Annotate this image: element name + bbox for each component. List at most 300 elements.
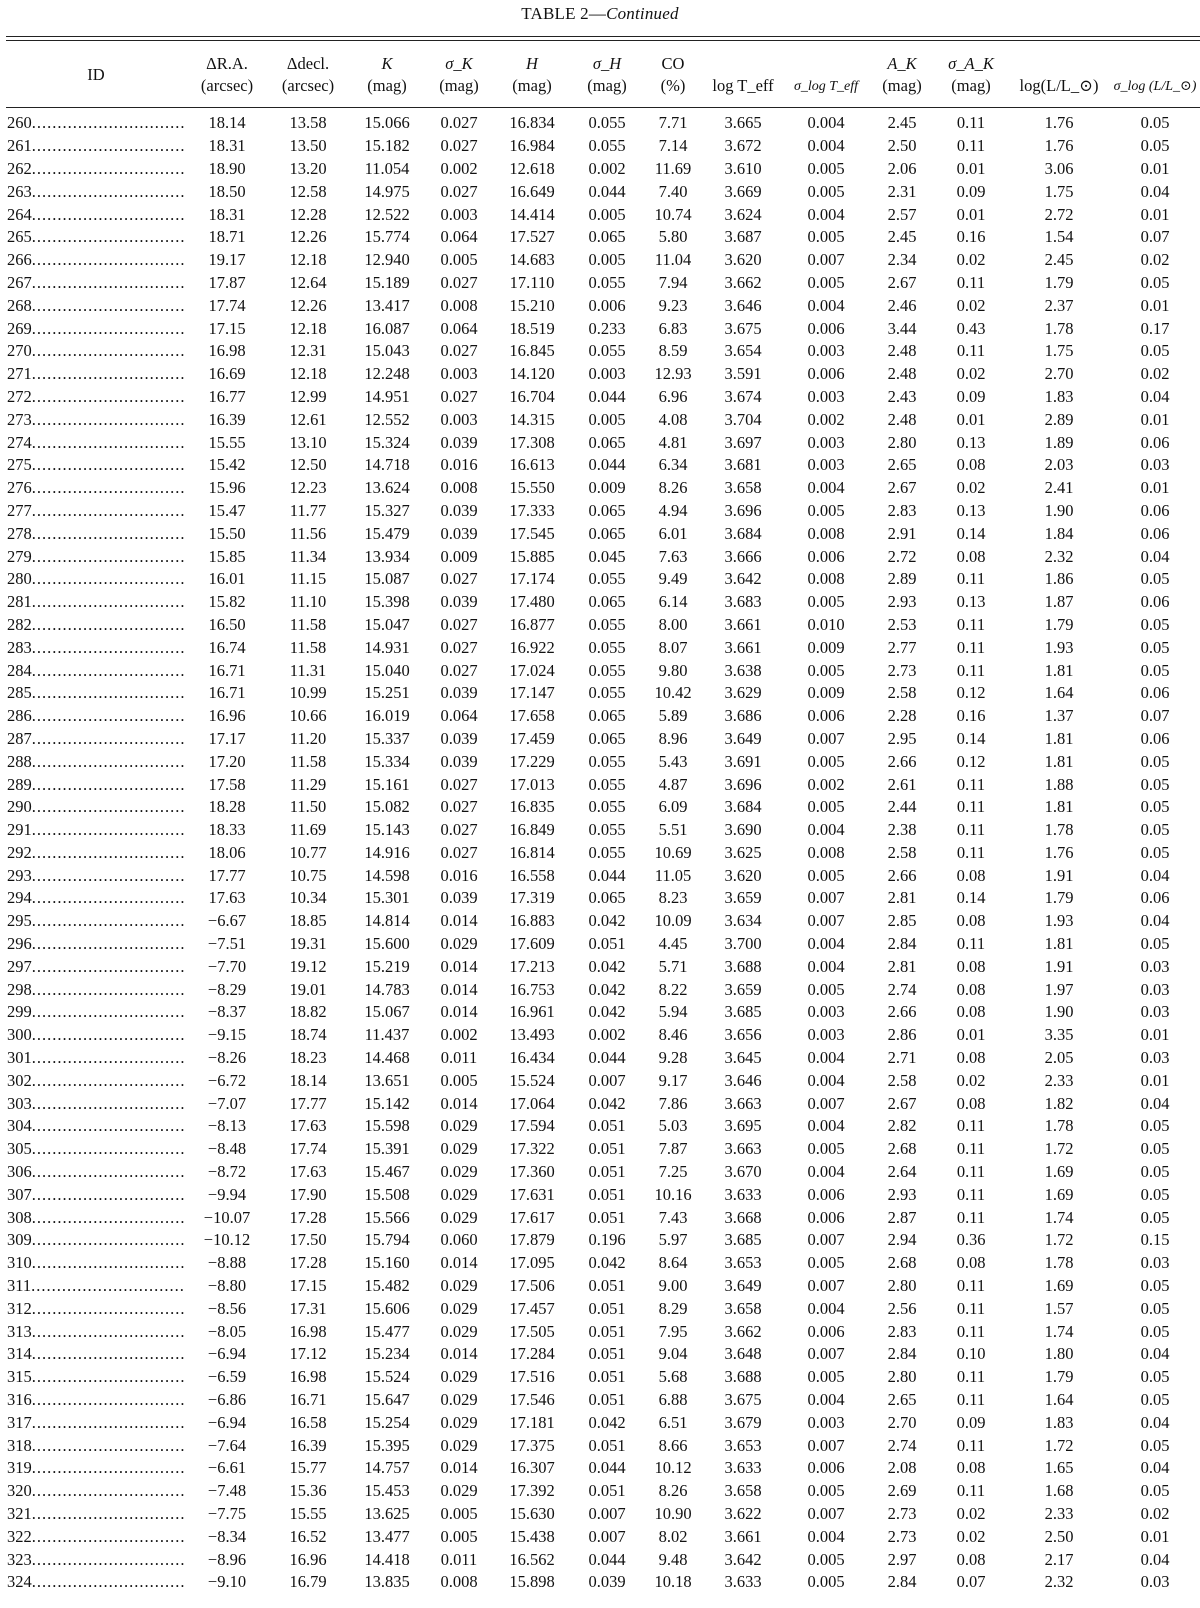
- cell-sigma-log-teff: 0.008: [807, 842, 845, 862]
- row-id: 274 .....: [7, 433, 185, 453]
- cell-k: 13.417: [364, 295, 410, 315]
- cell-k: 11.437: [364, 1025, 410, 1045]
- cell-h: 16.961: [509, 1002, 555, 1022]
- cell-log-teff: 3.624: [724, 204, 762, 224]
- cell-log-teff: 3.620: [724, 865, 762, 885]
- cell-sigma-log-teff: 0.005: [807, 660, 845, 680]
- cell-h: 17.457: [509, 1298, 555, 1318]
- cell-ak: 2.67: [887, 272, 917, 292]
- cell-sigma-ak: 0.11: [956, 660, 986, 680]
- cell-id: [6, 591, 186, 614]
- cell-ak: 2.67: [887, 478, 917, 498]
- cell-sigma-log-teff: 0.005: [807, 1549, 845, 1569]
- cell-co: 4.08: [658, 409, 688, 429]
- cell-sigma-k: 0.027: [440, 774, 478, 794]
- cell-ak: 2.66: [887, 1002, 917, 1022]
- cell-co: 9.49: [658, 569, 688, 589]
- cell-sigma-k: 0.029: [440, 1139, 478, 1159]
- cell-ddecl: 12.18: [289, 364, 327, 384]
- cell-ak: 2.85: [887, 911, 917, 931]
- table-row: [6, 272, 1200, 295]
- cell-co: 5.89: [658, 706, 688, 726]
- cell-sigma-log-teff: 0.009: [807, 637, 845, 657]
- cell-ddecl: 18.23: [289, 1048, 327, 1068]
- cell-sigma-ak: 0.08: [956, 1048, 986, 1068]
- cell-sigma-log-l: 0.06: [1140, 592, 1170, 612]
- table-row: [6, 568, 1200, 591]
- cell-sigma-h: 0.002: [588, 158, 626, 178]
- cell-log-teff: 3.646: [724, 295, 762, 315]
- cell-co: 8.66: [658, 1435, 688, 1455]
- cell-k: 15.254: [364, 1412, 410, 1432]
- cell-sigma-ak: 0.14: [956, 728, 986, 748]
- cell-sigma-log-l: 0.05: [1140, 1390, 1170, 1410]
- cell-log-teff: 3.622: [724, 1504, 762, 1523]
- cell-log-l: 2.03: [1044, 455, 1074, 475]
- cell-sigma-log-teff: 0.004: [807, 295, 845, 315]
- cell-dra: −6.67: [207, 911, 247, 931]
- cell-id: [6, 1115, 186, 1138]
- cell-ddecl: 16.58: [289, 1412, 327, 1432]
- cell-ak: 2.81: [887, 956, 917, 976]
- cell-sigma-k: 0.005: [440, 250, 478, 270]
- cell-log-l: 1.37: [1044, 706, 1074, 726]
- cell-dra: −7.70: [207, 956, 247, 976]
- cell-sigma-log-l: 0.06: [1140, 728, 1170, 748]
- cell-id: [6, 1024, 186, 1047]
- cell-sigma-ak: 0.08: [956, 455, 986, 475]
- cell-sigma-ak: 0.11: [956, 136, 986, 156]
- cell-sigma-log-l: 0.05: [1140, 1116, 1170, 1136]
- cell-co: 9.00: [658, 1276, 688, 1296]
- cell-sigma-log-l: 0.07: [1140, 706, 1170, 726]
- cell-dra: −10.12: [203, 1230, 251, 1250]
- cell-ak: 2.28: [887, 706, 917, 726]
- cell-sigma-k: 0.039: [440, 523, 478, 543]
- cell-log-teff: 3.649: [724, 1276, 762, 1296]
- cell-log-l: 2.45: [1044, 250, 1074, 270]
- cell-log-l: 1.69: [1044, 1184, 1074, 1204]
- cell-sigma-log-teff: 0.003: [807, 455, 845, 475]
- cell-sigma-log-teff: 0.004: [807, 820, 845, 840]
- cell-dra: 16.50: [208, 614, 246, 634]
- cell-sigma-k: 0.014: [440, 1458, 478, 1478]
- cell-k: 11.054: [364, 158, 410, 178]
- cell-log-l: 3.35: [1044, 1025, 1074, 1045]
- cell-ak: 2.86: [887, 1025, 917, 1045]
- table-row: [6, 1320, 1200, 1343]
- cell-ak: 2.68: [887, 1253, 917, 1273]
- cell-log-teff: 3.704: [724, 409, 762, 429]
- cell-sigma-ak: 0.11: [956, 1276, 986, 1296]
- cell-log-l: 1.57: [1044, 1298, 1074, 1318]
- cell-sigma-log-l: 0.03: [1140, 1002, 1170, 1022]
- cell-co: 8.02: [658, 1526, 688, 1546]
- cell-log-l: 1.80: [1044, 1344, 1074, 1364]
- cell-h: 17.546: [509, 1390, 555, 1410]
- cell-h: 18.519: [509, 318, 555, 338]
- cell-sigma-log-teff: 0.005: [807, 979, 845, 999]
- cell-ak: 2.46: [887, 295, 917, 315]
- cell-log-l: 1.78: [1044, 1116, 1074, 1136]
- cell-log-teff: 3.688: [724, 1367, 762, 1387]
- cell-sigma-log-l: 0.05: [1140, 1321, 1170, 1341]
- cell-id: [6, 750, 186, 773]
- cell-h: 17.322: [509, 1139, 555, 1159]
- cell-sigma-ak: 0.08: [956, 1093, 986, 1113]
- cell-k: 15.234: [364, 1344, 410, 1364]
- cell-sigma-log-teff: 0.003: [807, 1412, 845, 1432]
- cell-sigma-ak: 0.11: [956, 774, 986, 794]
- table-row: [6, 1138, 1200, 1161]
- cell-log-teff: 3.661: [724, 1526, 762, 1546]
- cell-log-teff: 3.663: [724, 1139, 762, 1159]
- cell-co: 8.22: [658, 979, 688, 999]
- cell-ak: 2.58: [887, 842, 917, 862]
- cell-sigma-log-teff: 0.004: [807, 478, 845, 498]
- row-id: 289 .....: [7, 775, 185, 795]
- row-id: 313 .....: [7, 1322, 185, 1342]
- cell-co: 8.59: [658, 341, 688, 361]
- row-id: 263 .....: [7, 182, 185, 202]
- row-id: 305 .....: [7, 1139, 185, 1159]
- cell-ak: 2.48: [887, 341, 917, 361]
- row-id: 273 .....: [7, 410, 185, 430]
- cell-h: 15.524: [509, 1070, 555, 1090]
- cell-log-l: 1.81: [1044, 751, 1074, 771]
- cell-log-teff: 3.665: [724, 113, 762, 133]
- cell-sigma-h: 0.055: [588, 272, 626, 292]
- cell-log-teff: 3.642: [724, 1549, 762, 1569]
- row-id: 277 .....: [7, 501, 185, 521]
- cell-sigma-ak: 0.13: [956, 500, 986, 520]
- cell-log-l: 1.64: [1044, 683, 1074, 703]
- cell-sigma-h: 0.044: [588, 1458, 626, 1478]
- row-id: 291 .....: [7, 820, 185, 840]
- cell-log-teff: 3.688: [724, 956, 762, 976]
- cell-sigma-k: 0.039: [440, 592, 478, 612]
- cell-sigma-log-teff: 0.002: [807, 774, 845, 794]
- cell-sigma-k: 0.027: [440, 637, 478, 657]
- cell-log-teff: 3.661: [724, 614, 762, 634]
- cell-sigma-k: 0.011: [440, 1549, 478, 1569]
- cell-log-l: 2.05: [1044, 1048, 1074, 1068]
- cell-sigma-ak: 0.08: [956, 1458, 986, 1478]
- cell-sigma-log-l: 0.04: [1140, 865, 1170, 885]
- row-id: 298 .....: [7, 980, 185, 1000]
- cell-co: 6.09: [658, 797, 688, 817]
- cell-sigma-log-teff: 0.007: [807, 1435, 845, 1455]
- cell-sigma-h: 0.051: [588, 1367, 626, 1387]
- cell-log-l: 1.86: [1044, 569, 1074, 589]
- cell-log-l: 3.06: [1044, 158, 1074, 178]
- cell-log-teff: 3.696: [724, 500, 762, 520]
- cell-sigma-log-l: 0.05: [1140, 1184, 1170, 1204]
- cell-k: 14.916: [364, 842, 410, 862]
- cell-sigma-log-l: 0.05: [1140, 842, 1170, 862]
- table-row: [6, 1001, 1200, 1024]
- row-id: 314 .....: [7, 1344, 185, 1364]
- cell-ddecl: 12.31: [289, 341, 327, 361]
- cell-sigma-log-teff: 0.006: [807, 546, 845, 566]
- row-id: 292 .....: [7, 843, 185, 863]
- cell-h: 16.883: [509, 911, 555, 931]
- cell-h: 17.617: [509, 1207, 555, 1227]
- cell-ak: 2.84: [887, 934, 917, 954]
- table-row: [6, 454, 1200, 477]
- cell-log-teff: 3.697: [724, 432, 762, 452]
- cell-h: 17.516: [509, 1367, 555, 1387]
- cell-ak: 2.71: [887, 1048, 917, 1068]
- cell-ak: 2.45: [887, 227, 917, 247]
- cell-sigma-h: 0.005: [588, 250, 626, 270]
- cell-id: [6, 1548, 186, 1571]
- header-sigma-h: σ_H (mag): [587, 53, 627, 95]
- row-id: 265 .....: [7, 227, 185, 247]
- header-sigma-log-teff: σ_log T_eff: [793, 78, 859, 94]
- cell-k: 15.047: [364, 614, 410, 634]
- cell-k: 15.606: [364, 1298, 410, 1318]
- cell-sigma-log-teff: 0.006: [807, 364, 845, 384]
- table-row: [6, 864, 1200, 887]
- cell-id: [6, 1229, 186, 1252]
- cell-sigma-ak: 0.02: [956, 1504, 986, 1523]
- cell-sigma-h: 0.002: [588, 1025, 626, 1045]
- cell-id: [6, 522, 186, 545]
- cell-k: 14.951: [364, 386, 410, 406]
- cell-co: 10.12: [654, 1458, 692, 1478]
- cell-sigma-ak: 0.09: [956, 181, 986, 201]
- cell-log-l: 2.37: [1044, 295, 1074, 315]
- cell-ddecl: 13.10: [289, 432, 327, 452]
- cell-ddecl: 19.01: [289, 979, 327, 999]
- cell-ak: 2.74: [887, 979, 917, 999]
- cell-sigma-log-teff: 0.003: [807, 341, 845, 361]
- cell-sigma-log-l: 0.04: [1140, 546, 1170, 566]
- cell-sigma-ak: 0.11: [956, 797, 986, 817]
- cell-dra: −6.61: [207, 1458, 247, 1478]
- cell-k: 15.301: [364, 888, 410, 908]
- cell-sigma-log-teff: 0.009: [807, 683, 845, 703]
- cell-k: 13.625: [364, 1504, 410, 1523]
- cell-sigma-h: 0.065: [588, 523, 626, 543]
- cell-sigma-log-l: 0.05: [1140, 1207, 1170, 1227]
- cell-h: 17.319: [509, 888, 555, 908]
- cell-dra: −8.72: [207, 1162, 247, 1182]
- header-log-teff: log T_eff: [712, 75, 774, 95]
- cell-ddecl: 11.69: [289, 820, 327, 840]
- cell-h: 17.213: [509, 956, 555, 976]
- cell-sigma-k: 0.003: [440, 409, 478, 429]
- cell-co: 4.81: [658, 432, 688, 452]
- cell-log-teff: 3.662: [724, 1321, 762, 1341]
- cell-sigma-h: 0.044: [588, 181, 626, 201]
- cell-ddecl: 17.77: [289, 1093, 327, 1113]
- cell-h: 17.064: [509, 1093, 555, 1113]
- cell-dra: 16.69: [208, 364, 246, 384]
- cell-dra: −8.96: [207, 1549, 247, 1569]
- row-id: 270 .....: [7, 341, 185, 361]
- table-row: [6, 386, 1200, 409]
- row-id: 302 .....: [7, 1071, 185, 1091]
- row-id: 276 .....: [7, 478, 185, 498]
- cell-ak: 2.44: [887, 797, 917, 817]
- cell-k: 15.398: [364, 592, 410, 612]
- cell-log-teff: 3.700: [724, 934, 762, 954]
- cell-sigma-ak: 0.02: [956, 250, 986, 270]
- cell-id: [6, 180, 186, 203]
- table-row: [6, 1503, 1200, 1526]
- cell-sigma-k: 0.008: [440, 1572, 478, 1592]
- cell-log-l: 2.89: [1044, 409, 1074, 429]
- table-row: [6, 249, 1200, 272]
- cell-sigma-ak: 0.11: [956, 272, 986, 292]
- cell-ddecl: 12.18: [289, 250, 327, 270]
- cell-sigma-h: 0.051: [588, 1321, 626, 1341]
- header-h: H (mag): [512, 53, 552, 95]
- cell-sigma-ak: 0.11: [956, 1298, 986, 1318]
- cell-sigma-k: 0.029: [440, 1412, 478, 1432]
- cell-sigma-k: 0.005: [440, 1526, 478, 1546]
- cell-ak: 2.56: [887, 1298, 917, 1318]
- cell-ddecl: 16.71: [289, 1390, 327, 1410]
- cell-id: [6, 294, 186, 317]
- cell-h: 15.630: [509, 1504, 555, 1523]
- cell-sigma-ak: 0.10: [956, 1344, 986, 1364]
- cell-sigma-h: 0.042: [588, 1253, 626, 1273]
- cell-sigma-ak: 0.02: [956, 1526, 986, 1546]
- table-row: [6, 431, 1200, 454]
- cell-dra: 15.42: [208, 455, 246, 475]
- cell-co: 10.18: [654, 1572, 692, 1592]
- cell-sigma-log-l: 0.06: [1140, 500, 1170, 520]
- cell-log-l: 1.78: [1044, 318, 1074, 338]
- cell-log-teff: 3.659: [724, 888, 762, 908]
- cell-sigma-log-l: 0.05: [1140, 1481, 1170, 1501]
- cell-log-l: 1.83: [1044, 386, 1074, 406]
- cell-ddecl: 11.50: [289, 797, 327, 817]
- cell-sigma-ak: 0.09: [956, 386, 986, 406]
- cell-id: [6, 106, 186, 135]
- cell-k: 15.566: [364, 1207, 410, 1227]
- cell-ak: 2.48: [887, 364, 917, 384]
- table-row: [6, 659, 1200, 682]
- row-id: 295 .....: [7, 911, 185, 931]
- cell-log-teff: 3.668: [724, 1207, 762, 1227]
- cell-sigma-k: 0.029: [440, 1162, 478, 1182]
- cell-k: 14.418: [364, 1549, 410, 1569]
- cell-log-l: 1.81: [1044, 797, 1074, 817]
- cell-k: 15.508: [364, 1184, 410, 1204]
- cell-sigma-k: 0.014: [440, 956, 478, 976]
- cell-h: 17.392: [509, 1481, 555, 1501]
- header-id: ID: [87, 64, 105, 84]
- cell-log-l: 1.88: [1044, 774, 1074, 794]
- cell-ddecl: 11.10: [289, 592, 327, 612]
- cell-sigma-log-l: 0.02: [1140, 250, 1170, 270]
- cell-sigma-k: 0.016: [440, 455, 478, 475]
- cell-sigma-k: 0.039: [440, 888, 478, 908]
- cell-sigma-h: 0.042: [588, 979, 626, 999]
- cell-sigma-h: 0.055: [588, 113, 626, 133]
- cell-dra: −8.48: [207, 1139, 247, 1159]
- cell-h: 15.898: [509, 1572, 555, 1592]
- cell-k: 15.182: [364, 136, 410, 156]
- cell-sigma-ak: 0.11: [956, 842, 986, 862]
- cell-sigma-k: 0.029: [440, 934, 478, 954]
- header-sigma-k: σ_K (mag): [439, 53, 479, 95]
- table-row: [6, 1069, 1200, 1092]
- cell-h: 16.613: [509, 455, 555, 475]
- row-id: 279 .....: [7, 547, 185, 567]
- cell-sigma-h: 0.044: [588, 865, 626, 885]
- cell-h: 16.562: [509, 1549, 555, 1569]
- cell-sigma-log-l: 0.07: [1140, 227, 1170, 247]
- cell-sigma-log-l: 0.05: [1140, 1276, 1170, 1296]
- cell-sigma-h: 0.051: [588, 934, 626, 954]
- row-id: 282 .....: [7, 615, 185, 635]
- caption-prefix: TABLE 2: [521, 4, 589, 23]
- cell-sigma-h: 0.007: [588, 1070, 626, 1090]
- cell-h: 16.835: [509, 797, 555, 817]
- top-rule: [6, 36, 1200, 37]
- cell-log-l: 2.32: [1044, 1572, 1074, 1592]
- cell-sigma-log-teff: 0.005: [807, 865, 845, 885]
- row-id: 304 .....: [7, 1116, 185, 1136]
- cell-co: 6.34: [658, 455, 688, 475]
- cell-ddecl: 16.79: [289, 1572, 327, 1592]
- cell-h: 17.375: [509, 1435, 555, 1455]
- cell-sigma-ak: 0.11: [956, 569, 986, 589]
- cell-sigma-log-l: 0.01: [1140, 1526, 1170, 1546]
- cell-h: 16.307: [509, 1458, 555, 1478]
- cell-sigma-log-teff: 0.006: [807, 1321, 845, 1341]
- cell-ak: 2.70: [887, 1412, 917, 1432]
- table-row: [6, 819, 1200, 842]
- cell-sigma-h: 0.065: [588, 432, 626, 452]
- cell-sigma-log-l: 0.05: [1140, 797, 1170, 817]
- cell-ak: 2.77: [887, 637, 917, 657]
- cell-sigma-log-teff: 0.005: [807, 1139, 845, 1159]
- cell-ak: 2.45: [887, 113, 917, 133]
- cell-dra: 15.96: [208, 478, 246, 498]
- cell-k: 14.931: [364, 637, 410, 657]
- cell-sigma-h: 0.055: [588, 660, 626, 680]
- cell-log-teff: 3.658: [724, 478, 762, 498]
- cell-dra: 17.20: [208, 751, 246, 771]
- cell-sigma-ak: 0.11: [956, 1184, 986, 1204]
- row-id: 294 .....: [7, 888, 185, 908]
- cell-sigma-h: 0.006: [588, 295, 626, 315]
- cell-id: [6, 1092, 186, 1115]
- cell-log-teff: 3.658: [724, 1298, 762, 1318]
- cell-sigma-ak: 0.11: [956, 934, 986, 954]
- cell-co: 9.28: [658, 1048, 688, 1068]
- cell-log-l: 1.64: [1044, 1390, 1074, 1410]
- row-id: 309 .....: [7, 1230, 185, 1250]
- cell-dra: 17.74: [208, 295, 246, 315]
- cell-sigma-ak: 0.12: [956, 751, 986, 771]
- cell-dra: −6.94: [207, 1412, 247, 1432]
- cell-sigma-log-l: 0.04: [1140, 1549, 1170, 1569]
- cell-log-l: 2.32: [1044, 546, 1074, 566]
- cell-ak: 2.06: [887, 158, 917, 178]
- cell-dra: −6.86: [207, 1390, 247, 1410]
- cell-sigma-log-teff: 0.005: [807, 1481, 845, 1501]
- cell-k: 15.337: [364, 728, 410, 748]
- cell-sigma-log-l: 0.01: [1140, 1070, 1170, 1090]
- cell-dra: 18.06: [208, 842, 246, 862]
